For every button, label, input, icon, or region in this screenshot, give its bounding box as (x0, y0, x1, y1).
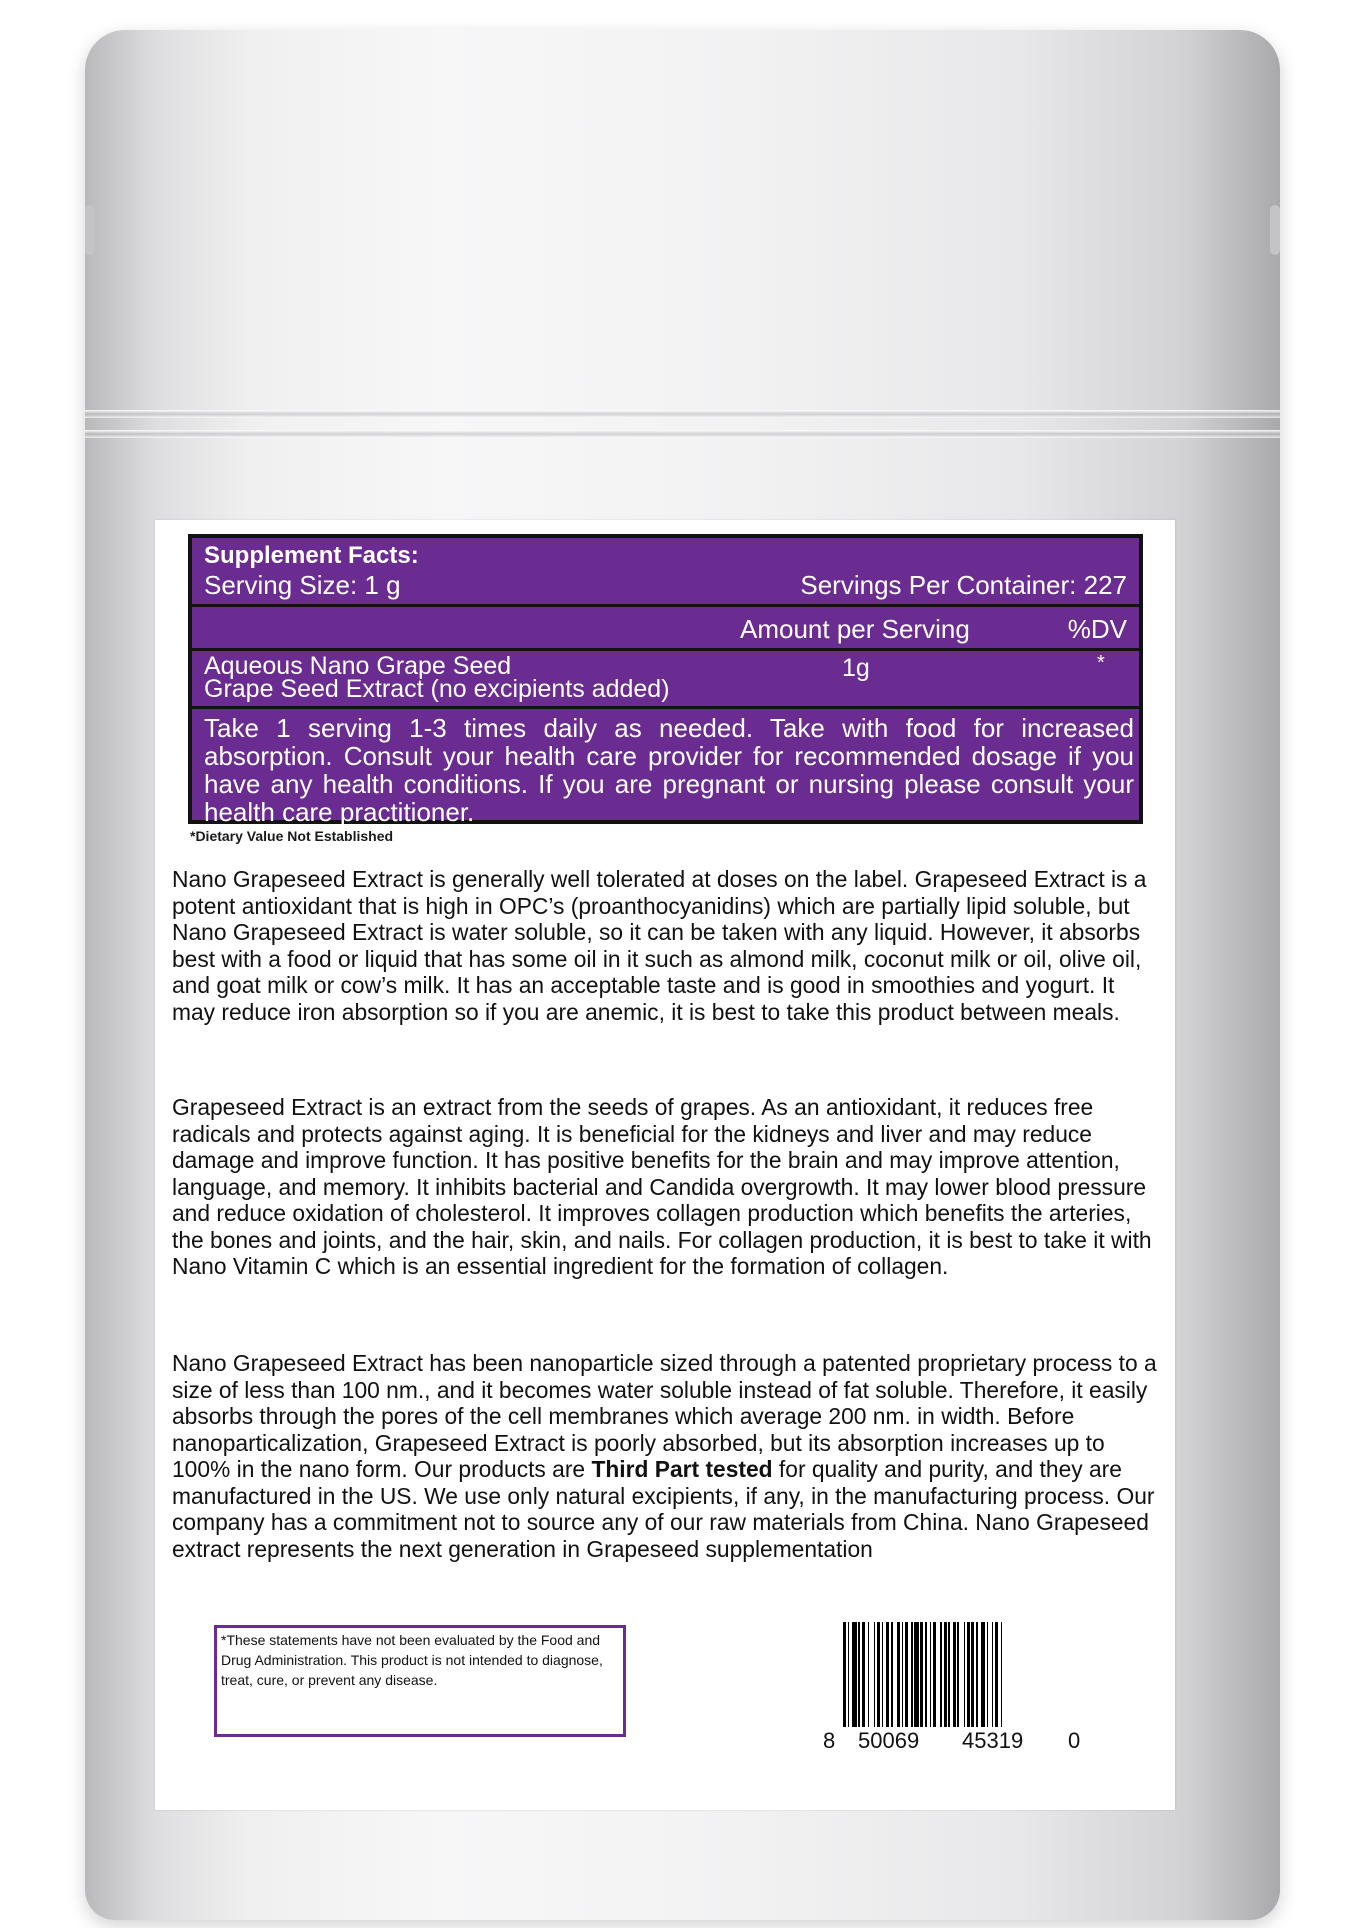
nanoparticle-paragraph (172, 1350, 1162, 1562)
supplement-facts-panel (188, 534, 1143, 827)
ingredient-dv: * (1097, 652, 1105, 674)
nanoparticle-text-end: for quality and purity, and they are manufactured in the US. We use only natural excipients, if any, in the manufacturing process. Our company has a commitment not to source any of our raw materials from China. Nano Grapeseed extract represents the next generation in Grapeseed supplementation (172, 1456, 1155, 1562)
fda-disclaimer: *These statements have not been evaluated by the Food and Drug Administration. This product is not intended to diagnose, treat, cure, or prevent any disease. (214, 1625, 626, 1737)
facts-title: Supplement Facts: (204, 542, 419, 569)
serving-size: Serving Size: 1 g (204, 570, 401, 600)
ingredient-amount: 1g (842, 654, 870, 682)
daily-value-header: %DV (1067, 614, 1127, 644)
tear-notch-left (85, 205, 95, 255)
tear-notch-right (1270, 205, 1280, 255)
directions-text: Take 1 serving 1-3 times daily as needed. Take with food for increased absorption. Consult your health care provider for recommended dosage if you have any health conditions. If you are pregnant or nursing please consult your health care practitioner. (204, 713, 1134, 827)
barcode-group-left: 50069 (858, 1728, 920, 1753)
description-paragraph: Nano Grapeseed Extract is generally well tolerated at doses on the label. Grapeseed Extract is a potent antioxidant that is high in OPC’s (proanthocyanidins) which are partially lipid soluble, but Nano Grapeseed Extract is water soluble, so it can be taken with any liquid. However, it absorbs best with a food or liquid that has some oil in it such as almond milk, coconut milk or oil, olive oil, and goat milk or cow’s milk. It has an acceptable taste and is good in smoothies and yogurt. It may reduce iron absorption so if you are anemic, it is best to take this product between meals. (172, 866, 1147, 1025)
facts-divider (192, 604, 1139, 607)
zipper-seal (85, 410, 1280, 418)
facts-divider (192, 706, 1139, 709)
barcode-group-right: 45319 (962, 1728, 1024, 1753)
amount-per-serving-header: Amount per Serving (740, 614, 970, 644)
barcode-bar (1002, 1622, 1005, 1727)
third-party-tested-text: Third Part tested (591, 1456, 773, 1482)
benefits-paragraph: Grapeseed Extract is an extract from the seeds of grapes. As an antioxidant, it reduces free radicals and protects against aging. It is beneficial for the kidneys and liver and may reduce damage and improve function. It has positive benefits for the brain and may improve attention, language, and memory. It inhibits bacterial and Candida overgrowth. It may lower blood pressure and reduce oxidation of cholesterol. It improves collagen production which benefits the arteries, the bones and joints, and the hair, skin, and nails. For collagen production, it is best to take it with Nano Vitamin C which is an essential ingredient for the formation of collagen. (172, 1094, 1152, 1279)
nanoparticle-text: Nano Grapeseed Extract has been nanoparticle sized through a patented proprietary process to a size of less than 100 nm., and it becomes water soluble instead of fat soluble. Therefore, it easily absorbs through the pores of the cell membranes which average 200 nm. in width. Before nanoparticalization, Grapeseed Extract is poorly absorbed, but its absorption increases up to 100% in the nano form. Our products are (172, 1350, 1157, 1482)
servings-per-container: Servings Per Container: 227 (800, 570, 1127, 600)
dv-footnote: *Dietary Value Not Established (190, 828, 394, 844)
barcode-icon (843, 1622, 1075, 1727)
zipper-seal-lower (85, 430, 1280, 438)
facts-divider (192, 648, 1139, 651)
ingredient-description: Grape Seed Extract (no excipients added) (204, 675, 670, 703)
barcode-digit-first: 8 (823, 1728, 836, 1753)
barcode-number (823, 1728, 1103, 1754)
ingredient-name: Aqueous Nano Grape Seed (204, 652, 512, 680)
barcode-digit-last: 0 (1068, 1728, 1081, 1753)
